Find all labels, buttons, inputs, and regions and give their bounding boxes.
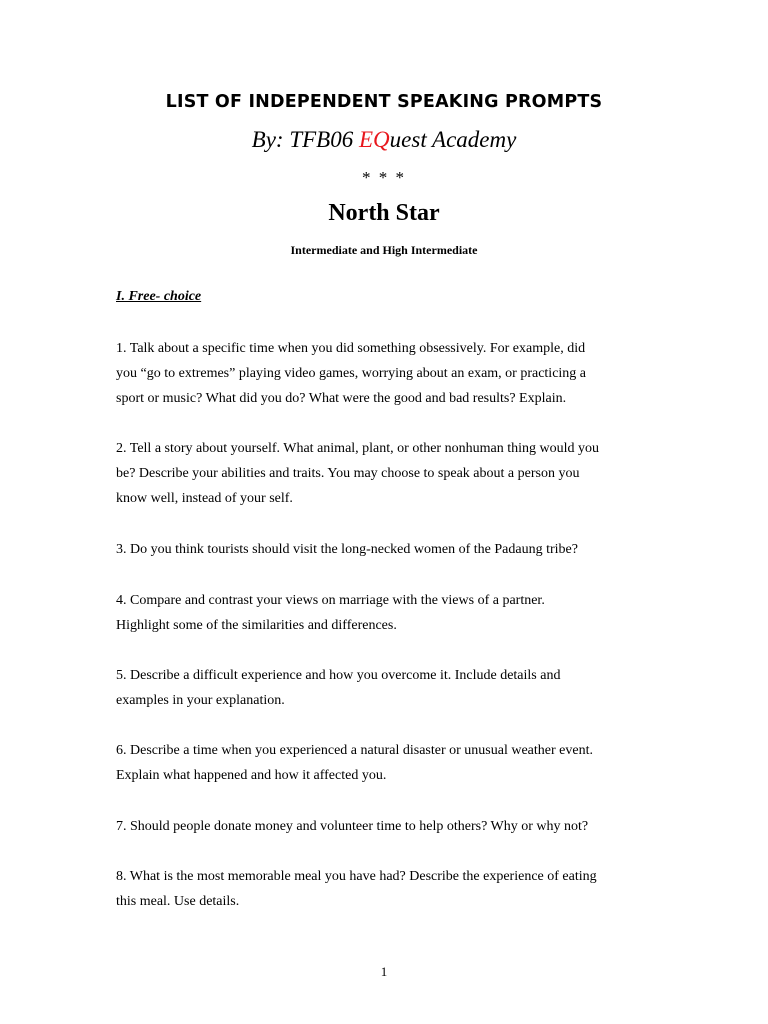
prompt-3 [116,537,664,562]
prompt-line: 8. What is the most memorable meal you have had? Describe the experience of eating [116,869,597,884]
prompt-line: 5. Describe a difficult experience and how you overcome it. Include details and [116,668,561,683]
byline-highlight: EQ [358,127,390,152]
prompt-line: 3. Do you think tourists should visit the long-necked women of the Padaung tribe? [116,542,578,557]
prompt-line: know well, instead of your self. [116,491,293,506]
prompt-2 [116,436,664,511]
prompt-line: 6. Describe a time when you experienced a natural disaster or unusual weather event. [116,743,593,758]
page-number: 1 [380,964,388,979]
prompt-8 [116,864,664,914]
byline-suffix: uest Academy [389,127,517,152]
prompt-line: examples in your explanation. [116,693,285,708]
subtitle: North Star [328,200,440,226]
separator: * * * [362,168,406,187]
prompt-7 [116,814,664,839]
byline-prefix: By: TFB06 [251,127,359,152]
level-label: Intermediate and High Intermediate [290,243,478,257]
prompt-line: be? Describe your abilities and traits. You may choose to speak about a person you [116,466,580,481]
prompt-line: you “go to extremes” playing video games, worrying about an exam, or practicing a [116,366,587,381]
prompt-line: Highlight some of the similarities and differences. [116,618,397,633]
prompt-5 [116,663,664,713]
prompt-1 [116,336,664,411]
byline [0,127,768,153]
prompt-line: Explain what happened and how it affected you. [116,768,387,783]
prompt-line: 7. Should people donate money and volunteer time to help others? Why or why not? [116,819,589,834]
document-title: LIST OF INDEPENDENT SPEAKING PROMPTS [165,92,603,112]
prompt-line: 4. Compare and contrast your views on marriage with the views of a partner. [116,593,545,608]
prompt-6 [116,738,664,788]
section-heading: I. Free- choice [116,289,202,304]
prompt-line: sport or music? What did you do? What were the good and bad results? Explain. [116,391,567,406]
prompt-line: 1. Talk about a specific time when you did something obsessively. For example, did [116,341,586,356]
prompt-line: 2. Tell a story about yourself. What animal, plant, or other nonhuman thing would you [116,441,599,456]
prompt-line: this meal. Use details. [116,894,240,909]
prompt-4 [116,588,664,638]
